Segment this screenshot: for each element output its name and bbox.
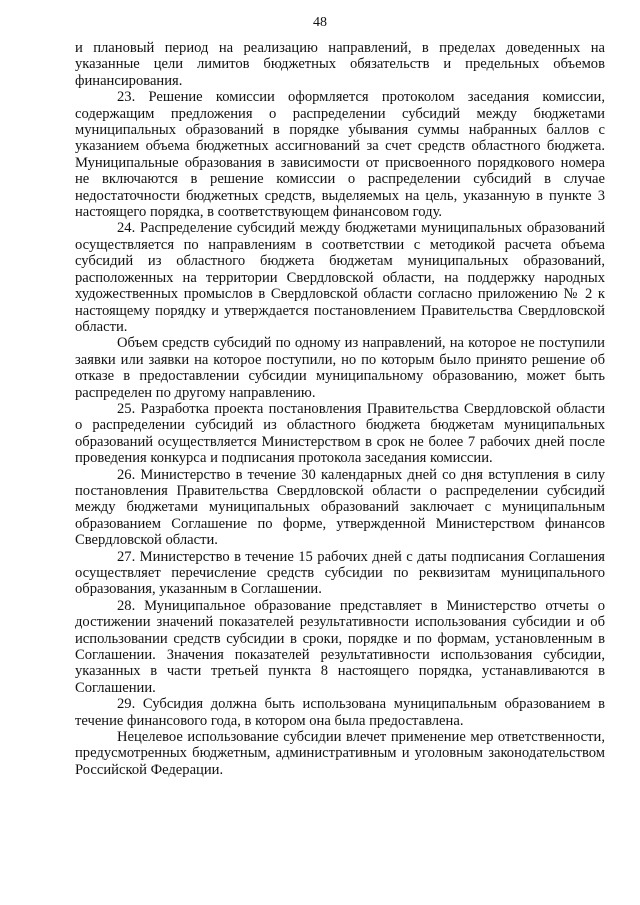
paragraph-item-24-continued: Объем средств субсидий по одному из направлений, на которое не поступили заявки или заявки на которое поступили, но по которым было принято решение об отказе в предоставлении субсидии муниципальному образованию, может быть распределен по другому направлению.	[75, 335, 605, 401]
paragraph-item-28: 28. Муниципальное образование представляет в Министерство отчеты о достижении значений показателей результативности использования субсидии и об использовании средств субсидии в сроки, порядке и по формам, установленным в Соглашении. Значения показателей результативности использования субсидии, указанных в части третьей пункта 8 настоящего порядка, устанавливаются в Соглашении.	[75, 597, 605, 696]
document-body	[75, 40, 605, 778]
page-number: 48	[313, 15, 327, 30]
paragraph-item-29: 29. Субсидия должна быть использована муниципальным образованием в течение финансового года, в котором она была предоставлена.	[75, 696, 605, 729]
paragraph-continuation: и плановый период на реализацию направлений, в пределах доведенных на указанные цели лимитов бюджетных обязательств и предельных объемов финансирования.	[75, 40, 605, 89]
paragraph-item-29-continued: Нецелевое использование субсидии влечет применение мер ответственности, предусмотренных бюджетным, административным и уголовным законодательством Российской Федерации.	[75, 729, 605, 778]
paragraph-item-25: 25. Разработка проекта постановления Правительства Свердловской области о распределении субсидий из областного бюджета бюджетам муниципальных образований осуществляется Министерством в срок не более 7 рабочих дней после проведения конкурса и подписания протокола заседания комиссии.	[75, 400, 605, 467]
paragraph-item-26: 26. Министерство в течение 30 календарных дней со дня вступления в силу постановления Правительства Свердловской области о распределении субсидий между бюджетами муниципальных образований заключает с муниципальным образованием Соглашение по форме, утвержденной Министерством финансов Свердловской области.	[75, 466, 605, 549]
paragraph-item-24: 24. Распределение субсидий между бюджетами муниципальных образований осуществляется по направлениям в соответствии с методикой расчета объема субсидий из областного бюджета бюджетам муниципальных образований, расположенных на территории Свердловской области, на поддержку народных художественных промыслов в Свердловской области согласно приложению № 2 к настоящему порядку и утверждается постановлением Правительства Свердловской области.	[75, 220, 605, 335]
paragraph-item-27: 27. Министерство в течение 15 рабочих дней с даты подписания Соглашения осуществляет перечисление средств субсидии по реквизитам муниципального образования, указанным в Соглашении.	[75, 548, 605, 598]
paragraph-item-23: 23. Решение комиссии оформляется протоколом заседания комиссии, содержащим предложения о распределении субсидий между бюджетами муниципальных образований в порядке убывания суммы набранных баллов с указанием объема бюджетных ассигнований за счет средств областного бюджета. Муниципальные образования в зависимости от присвоенного порядкового номера не включаются в решение комиссии о распределении субсидий в случае недостаточности бюджетных средств, выделяемых на цель, указанную в пункте 3 настоящего порядка, в соответствующем финансовом году.	[75, 89, 605, 221]
